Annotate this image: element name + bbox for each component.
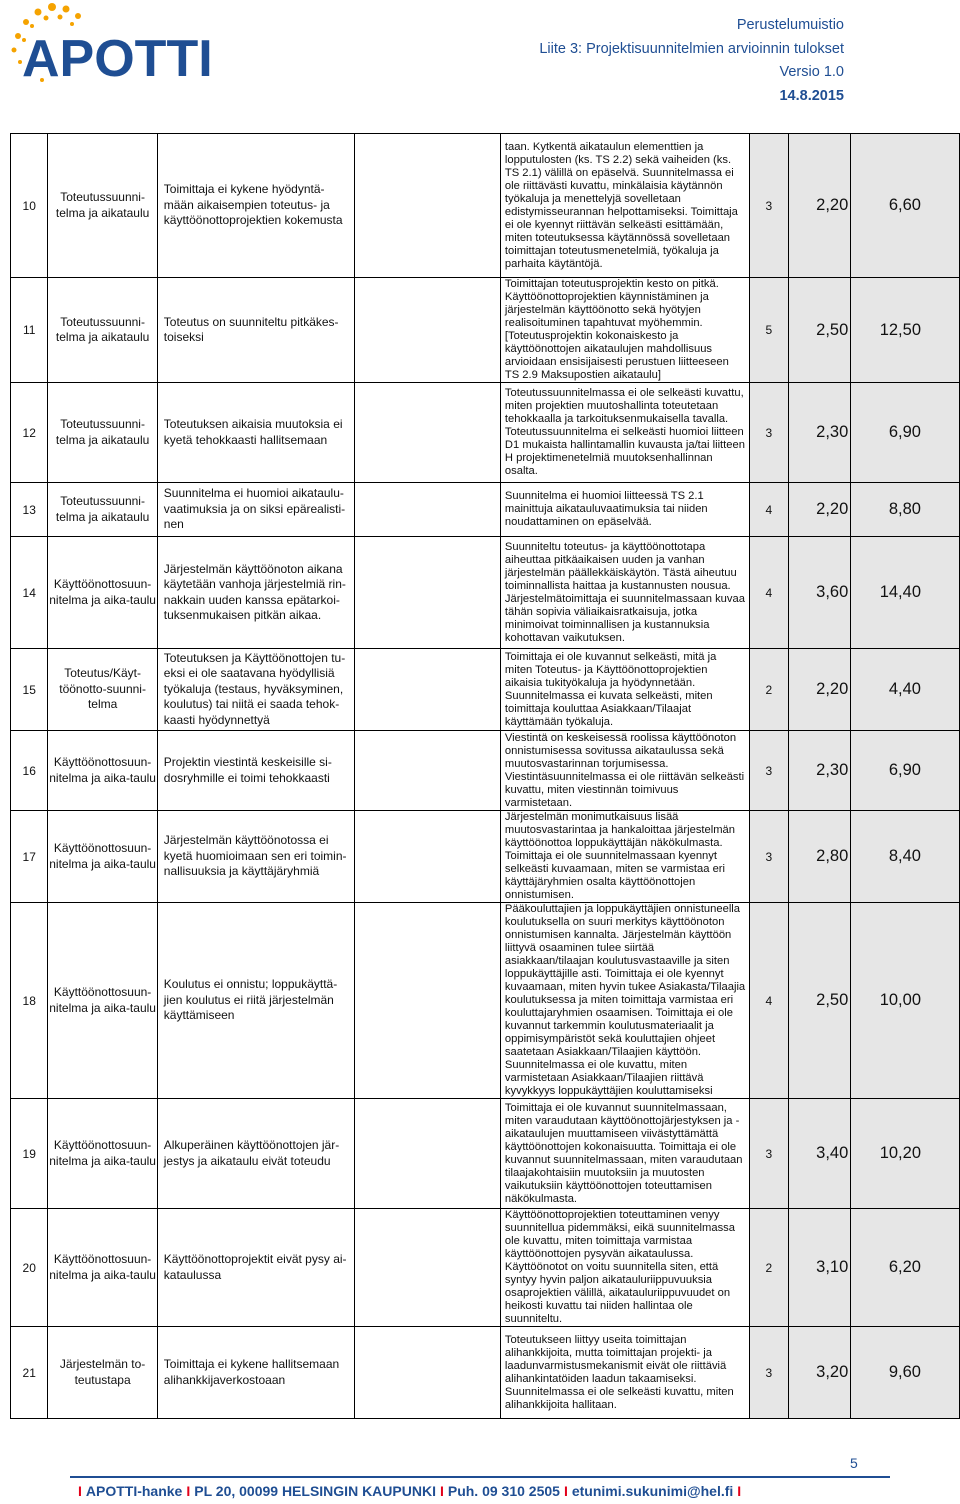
empty-cell [355, 903, 501, 1099]
probability-score: 3,10 [788, 1209, 851, 1327]
impact-score: 4 [750, 537, 788, 649]
footer-phone: Puh. 09 310 2505 [447, 1483, 560, 1499]
row-number: 20 [11, 1209, 48, 1327]
probability-score: 3,20 [788, 1327, 851, 1419]
document-subtitle: Liite 3: Projektisuunnitelmien arvioinnin tulokset [539, 40, 844, 57]
probability-score: 2,20 [788, 483, 851, 537]
risk-explanation: Toteutussuunnitelmassa ei ole selkeästi kuvattu, miten projektien muutoshallinta toteutetaan tehokkaalla ja tarkoituksenmukaisella tavalla. Toteutussuunnitelma ei selkeästi huomioi liitteen D1 mukaista hallintamallin kuvausta ja/tai liitteen H projektimenetelmiä muutoksenhallinnan osalta. [500, 383, 749, 483]
risk-category: Toteutussuunni-telma ja aikataulu [48, 134, 157, 278]
table-row [11, 731, 960, 811]
row-number: 19 [11, 1099, 48, 1209]
empty-cell [355, 537, 501, 649]
risk-explanation: Järjestelmän monimutkaisuus lisää muutosvastarintaa ja hankaloittaa järjestelmän käyttöönottoa loppukäyttäjän näkökulmasta. Toimittaja ei ole suunnitelmassaan kyennyt selkeästi kuvaamaan, miten se varmistaa eri käyttäjäryhmien osalta käyttöönottojen onnistumisen. [500, 811, 749, 903]
empty-cell [355, 1209, 501, 1327]
empty-cell [355, 1327, 501, 1419]
probability-score: 2,50 [788, 278, 851, 383]
impact-score: 2 [750, 649, 788, 731]
risk-category: Käyttöönottosuun-nitelma ja aika-taulu [48, 537, 157, 649]
row-number: 11 [11, 278, 48, 383]
row-number: 15 [11, 649, 48, 731]
risk-category: Käyttöönottosuun-nitelma ja aika-taulu [48, 731, 157, 811]
risk-description: Projektin viestintä keskeisille si-dosryhmille ei toimi tehokkaasti [157, 731, 354, 811]
empty-cell [355, 134, 501, 278]
risk-explanation: Toimittaja ei ole kuvannut suunnitelmassaan, miten varaudutaan käyttöönottojärjestyksen ja -aikataulujen muuttamiseen viivästyttämättä käyttöönottojen kokonaisuutta. Toimittaja ei ole kuvannut suunnitelmassaan, miten varaudutaan tilaajakohtaisiin muutoksiin ja muutosten vaikutuksiin käyttöönottojen toteuttamisen näkökulmasta. [500, 1099, 749, 1209]
footer-project: APOTTI-hanke [85, 1483, 183, 1499]
empty-cell [355, 483, 501, 537]
table-row [11, 383, 960, 483]
impact-score: 3 [750, 134, 788, 278]
risk-description: Toteutuksen ja Käyttöönottojen tu-eksi ei ole saatavana hyödyllisiä työkaluja (testaus, hyväksyminen, koulutus) tai niitä ei saada tehok-kaasti hyödynnettyä [157, 649, 354, 731]
total-score: 8,80 [851, 483, 960, 537]
risk-description: Käyttöönottoprojektit eivät pysy ai-kataulussa [157, 1209, 354, 1327]
impact-score: 4 [750, 483, 788, 537]
empty-cell [355, 278, 501, 383]
risk-description: Koulutus ei onnistu; loppukäyttä-jien koulutus ei riitä järjestelmän käyttämiseen [157, 903, 354, 1099]
total-score: 10,20 [851, 1099, 960, 1209]
risk-description: Alkuperäinen käyttöönottojen jär-jestys ja aikataulu eivät toteudu [157, 1099, 354, 1209]
risk-explanation: Viestintä on keskeisessä roolissa käyttöönoton onnistumisessa sovitussa aikataulussa sekä muutosvastarinnan torjumisessa. Viestintäsuunnitelmassa ei ole riittävän selkeästi kuvattu, miten viestinnän toimivuus varmistetaan. [500, 731, 749, 811]
risk-description: Suunnitelma ei huomioi aikataulu-vaatimuksia ja on siksi epärealisti-nen [157, 483, 354, 537]
empty-cell [355, 811, 501, 903]
risk-description: Toteutus on suunniteltu pitkäkes-toiseksi [157, 278, 354, 383]
empty-cell [355, 649, 501, 731]
page-number: 5 [850, 1455, 858, 1471]
impact-score: 5 [750, 278, 788, 383]
footer-separator: I [737, 1483, 742, 1499]
risk-category: Käyttöönottosuun-nitelma ja aika-taulu [48, 903, 157, 1099]
total-score: 9,60 [851, 1327, 960, 1419]
risk-category: Toteutus/Käyt-töönotto-suunni-telma [48, 649, 157, 731]
risk-description: Järjestelmän käyttöönoton aikana käytetään vanhoja järjestelmiä rin-nakkain uuden kanssa epätarkoi-tuksenmukaisen pitkän aikaa. [157, 537, 354, 649]
impact-score: 2 [750, 1209, 788, 1327]
risk-explanation: Toimittaja ei ole kuvannut selkeästi, mitä ja miten Toteutus- ja Käyttöönottoprojektien aikaisia tukityökaluja ja hyödynnetään. Suunnitelmassa ei kuvata selkeästi, miten toimittaja kouluttaa Asiakkaan/Tilaajat käyttämään työkaluja. [500, 649, 749, 731]
risk-category: Käyttöönottosuun-nitelma ja aika-taulu [48, 1209, 157, 1327]
impact-score: 3 [750, 1327, 788, 1419]
risk-category: Toteutussuunni-telma ja aikataulu [48, 278, 157, 383]
probability-score: 2,20 [788, 134, 851, 278]
impact-score: 3 [750, 383, 788, 483]
empty-cell [355, 1099, 501, 1209]
total-score: 6,90 [851, 731, 960, 811]
risk-explanation: taan. Kytkentä aikataulun elementtien ja lopputulosten (ks. TS 2.2) sekä vaiheiden (ks. TS 2.1) välillä on epäselvä. Suunnitelmassa ei ole riittävästi kuvattu, minkälaisia käytännön työkaluja ja menettelyjä sovelletaan edistymisseurannan helpottamiseksi. Toimittaja ei ole kyennyt riittävän selkeästi esittämään, miten toteutuksessa käytännössä sovelletaan toimittajan toteutusmenetelmiä, työkaluja ja parhaita käytäntöjä. [500, 134, 749, 278]
row-number: 12 [11, 383, 48, 483]
total-score: 10,00 [851, 903, 960, 1099]
table-row [11, 1099, 960, 1209]
risk-explanation: Suunniteltu toteutus- ja käyttöönottotapa aiheuttaa pitkäaikaisen uuden ja vanhan järjestelmän päällekkäiskäytön. Tästä aiheutuu toiminnallista haittaa ja kustannusten nousua. Järjestelmätoimittaja ei suunnitelmassaan kuvaa tähän sopivia väliaikaisratkaisuja, jotka minimoivat toiminnallisen ja kustannuksia kohottavan vaikutuksen. [500, 537, 749, 649]
row-number: 16 [11, 731, 48, 811]
risk-description: Toimittaja ei kykene hyödyntä-mään aikaisempien toteutus- ja käyttöönottoprojektien kokemusta [157, 134, 354, 278]
risk-category: Toteutussuunni-telma ja aikataulu [48, 483, 157, 537]
empty-cell [355, 731, 501, 811]
risk-explanation: Pääkouluttajien ja loppukäyttäjien onnistuneella koulutuksella on suuri merkitys käyttöönoton onnistumisen kannalta. Järjestelmän käyttöön liittyvä osaaminen tulee siirtää asiakkaan/tilaajan koulutusvastaaville ja siten loppukäyttäjille asti. Toimittaja ei ole kyennyt kuvaamaan, miten hyvin tukee Asiakasta/Tilaajia koulutuksessa ja miten toimittaja varmistaa eri kouluttajaryhmien osaamisen. Toimittaja ei ole kuvannut tarkemmin koulutusmateriaalit ja oppimisympäristöt sekä kouluttajien ohjeet saatetaan Asiakkaan/Tilaajien käyttöön. Suunnitelmassa ei ole kuvattu, miten varmistetaan Asiakkaan/Tilaajien riittävä kyvykkyys loppukäyttäjien kouluttamiseksi [500, 903, 749, 1099]
apotti-logo [8, 2, 223, 88]
footer-address: PL 20, 00099 HELSINGIN KAUPUNKI [194, 1483, 436, 1499]
risk-description: Järjestelmän käyttöönotossa ei kyetä huomioimaan sen eri toimin-nallisuuksia ja käyttäjäryhmiä [157, 811, 354, 903]
risk-description: Toteutuksen aikaisia muutoksia ei kyetä tehokkaasti hallitsemaan [157, 383, 354, 483]
table-row [11, 1209, 960, 1327]
total-score: 14,40 [851, 537, 960, 649]
footer-email: etunimi.sukunimi@hel.fi [571, 1483, 734, 1499]
table-row [11, 1327, 960, 1419]
probability-score: 3,60 [788, 537, 851, 649]
row-number: 21 [11, 1327, 48, 1419]
total-score: 12,50 [851, 278, 960, 383]
footer-separator: I [439, 1483, 444, 1499]
probability-score: 2,30 [788, 731, 851, 811]
impact-score: 3 [750, 731, 788, 811]
total-score: 6,20 [851, 1209, 960, 1327]
table-row [11, 537, 960, 649]
probability-score: 3,40 [788, 1099, 851, 1209]
empty-cell [355, 383, 501, 483]
row-number: 13 [11, 483, 48, 537]
impact-score: 4 [750, 903, 788, 1099]
risk-category: Käyttöönottosuun-nitelma ja aika-taulu [48, 811, 157, 903]
row-number: 17 [11, 811, 48, 903]
table-row [11, 134, 960, 278]
risk-category: Toteutussuunni-telma ja aikataulu [48, 383, 157, 483]
row-number: 18 [11, 903, 48, 1099]
table-row [11, 483, 960, 537]
risk-explanation: Toteutukseen liittyy useita toimittajan alihankkijoita, mutta toimittajan projekti- ja laadunvarmistusmekanismit eivät ole riittäviä alihankintatöiden laadun takaamiseksi. Suunnitelmassa ei ole selkeästi kuvattu, miten alihankkijoita hallitaan. [500, 1327, 749, 1419]
document-date: 14.8.2015 [779, 87, 844, 104]
probability-score: 2,30 [788, 383, 851, 483]
row-number: 14 [11, 537, 48, 649]
total-score: 4,40 [851, 649, 960, 731]
probability-score: 2,80 [788, 811, 851, 903]
risk-description: Toimittaja ei kykene hallitsemaan alihankkijaverkostoaan [157, 1327, 354, 1419]
table-row [11, 811, 960, 903]
row-number: 10 [11, 134, 48, 278]
document-header [539, 14, 844, 108]
impact-score: 3 [750, 811, 788, 903]
total-score: 6,90 [851, 383, 960, 483]
document-title: Perustelumuistio [736, 17, 844, 33]
logo-text: APOTTI [22, 30, 213, 88]
total-score: 8,40 [851, 811, 960, 903]
footer-contact [74, 1483, 745, 1499]
risk-table [10, 133, 960, 1419]
footer-divider [70, 1476, 890, 1478]
risk-explanation: Toimittajan toteutusprojektin kesto on pitkä. Käyttöönottoprojektien käynnistäminen ja järjestelmän käyttöönotto sekä hyötyjen realisoituminen tapahtuvat myöhemmin. [Toteutusprojektin kokonaiskesto ja käyttöönottojen aikataulujen mahdollisuus arvioidaan ensisijaisesti perustuen liitteeseen TS 2.9 Maksupostien aikataulu] [500, 278, 749, 383]
footer-separator: I [78, 1483, 82, 1499]
probability-score: 2,20 [788, 649, 851, 731]
table-row [11, 649, 960, 731]
footer-separator: I [563, 1483, 568, 1499]
risk-category: Järjestelmän to-teutustapa [48, 1327, 157, 1419]
risk-explanation: Käyttöönottoprojektien toteuttaminen venyy suunnitellua pidemmäksi, eikä suunnitelmassa ole kuvattu, miten toimittaja varmistaa käyttöönottojen pysyvän aikataulussa. Käyttöönotot on voitu suunnitella siten, että syntyy hyvin paljon aikatauluriippuvuuksia osaprojektien välillä, aikatauluriippuvuudet on heikosti kuvattu tai niiden hallintaa ole suunniteltu. [500, 1209, 749, 1327]
table-row [11, 903, 960, 1099]
footer-separator: I [186, 1483, 191, 1499]
total-score: 6,60 [851, 134, 960, 278]
risk-explanation: Suunnitelma ei huomioi liitteessä TS 2.1 mainittuja aikatauluvaatimuksia tai niiden noudattaminen on epäselvää. [500, 483, 749, 537]
impact-score: 3 [750, 1099, 788, 1209]
document-version: Versio 1.0 [779, 64, 844, 80]
probability-score: 2,50 [788, 903, 851, 1099]
risk-category: Käyttöönottosuun-nitelma ja aika-taulu [48, 1099, 157, 1209]
table-row [11, 278, 960, 383]
